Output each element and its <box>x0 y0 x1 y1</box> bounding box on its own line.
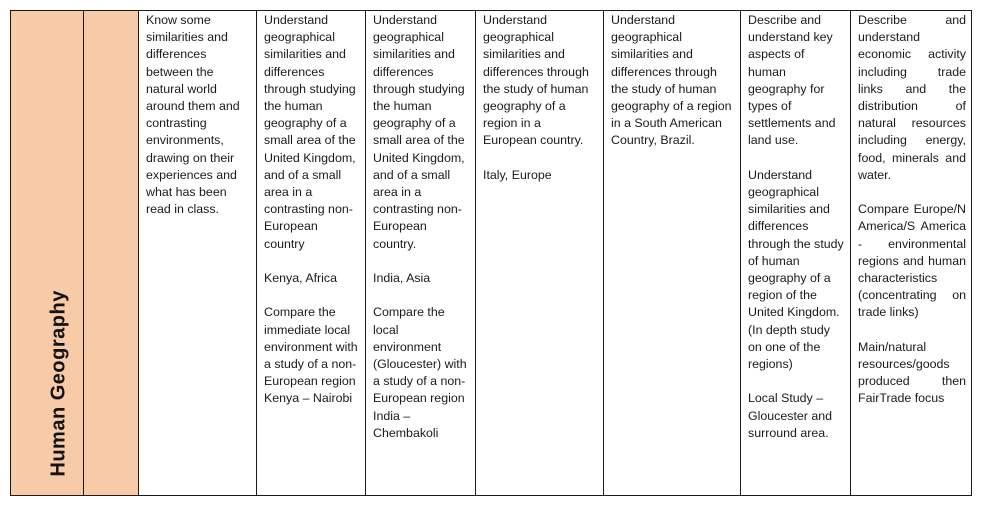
cell-text-line: Describe and understand economic activity including trade links and the distribution of natural resources including energy, food, minerals and water. <box>858 13 966 182</box>
column-cell <box>604 11 741 496</box>
column-cell <box>139 11 257 496</box>
cell-text-line: Describe and understand key aspects of human geography for types of settlements and land use. <box>748 13 836 148</box>
cell-paragraph <box>483 12 598 150</box>
human-geography-row <box>11 11 972 496</box>
cell-paragraph <box>264 12 360 253</box>
cell-text-line: Know some similarities and differences between the natural world around them and contrasting environments, drawing on their experiences and what has been read in class. <box>146 13 240 217</box>
strand-cell <box>84 11 139 496</box>
column-cell <box>851 11 972 496</box>
cell-paragraph <box>264 270 360 287</box>
cell-text-line: Compare the immediate local environment with a study of a non-European region <box>264 305 358 389</box>
cell-text-line: Kenya, Africa <box>264 271 338 286</box>
cell-paragraph <box>611 12 735 150</box>
cell-text-line: Understand geographical similarities and differences through the study of human geography of a region of the United Kingdom. (In depth study on one of the regions) <box>748 167 844 372</box>
cell-text-line: Main/natural resources/goods produced then FairTrade focus <box>858 339 966 406</box>
cell-paragraph <box>146 12 251 218</box>
cell-text-line: India, Asia <box>373 271 431 286</box>
cell-paragraph <box>748 12 845 150</box>
cell-text-line: India – Chembakoli <box>373 408 439 440</box>
cell-paragraph <box>748 167 845 373</box>
cell-paragraph <box>264 304 360 407</box>
subject-title: Human Geography <box>47 289 70 477</box>
cell-paragraph <box>373 270 470 287</box>
cell-text-line: Understand geographical similarities and differences through studying the human geography of a small area of the United Kingdom, and of a small area in a contrasting non-European country <box>264 13 356 251</box>
cell-text-line: Kenya – Nairobi <box>264 391 353 406</box>
column-cell <box>476 11 604 496</box>
cell-text-line: Compare Europe/N America/S America - environmental regions and human characteristics (concentrating on trade links) <box>858 202 966 320</box>
cell-paragraph <box>858 201 966 321</box>
cell-paragraph <box>373 12 470 253</box>
cell-text-line: Compare the local environment (Gloucester) with a study of a non-European region <box>373 305 467 406</box>
cell-paragraph <box>858 12 966 184</box>
cell-text-line: Understand geographical similarities and differences through the study of human geography of a region in a South American Country, Brazil. <box>611 13 732 148</box>
cell-text-line: Local Study – Gloucester and surround area. <box>748 391 833 440</box>
cell-paragraph <box>748 390 845 442</box>
column-cell <box>257 11 366 496</box>
cell-text-line: Understand geographical similarities and differences through the study of human geography of a region in a European country. <box>483 13 589 148</box>
cell-paragraph <box>483 167 598 184</box>
curriculum-table <box>10 10 972 496</box>
cell-text-line: Italy, Europe <box>483 167 552 182</box>
column-cell <box>741 11 851 496</box>
cell-paragraph <box>858 339 966 408</box>
subject-cell <box>11 11 84 496</box>
cell-paragraph <box>373 304 470 442</box>
column-cell <box>366 11 476 496</box>
cell-text-line: Understand geographical similarities and differences through studying the human geography of a small area of the United Kingdom, and of a small area in a contrasting non-European country. <box>373 13 465 251</box>
